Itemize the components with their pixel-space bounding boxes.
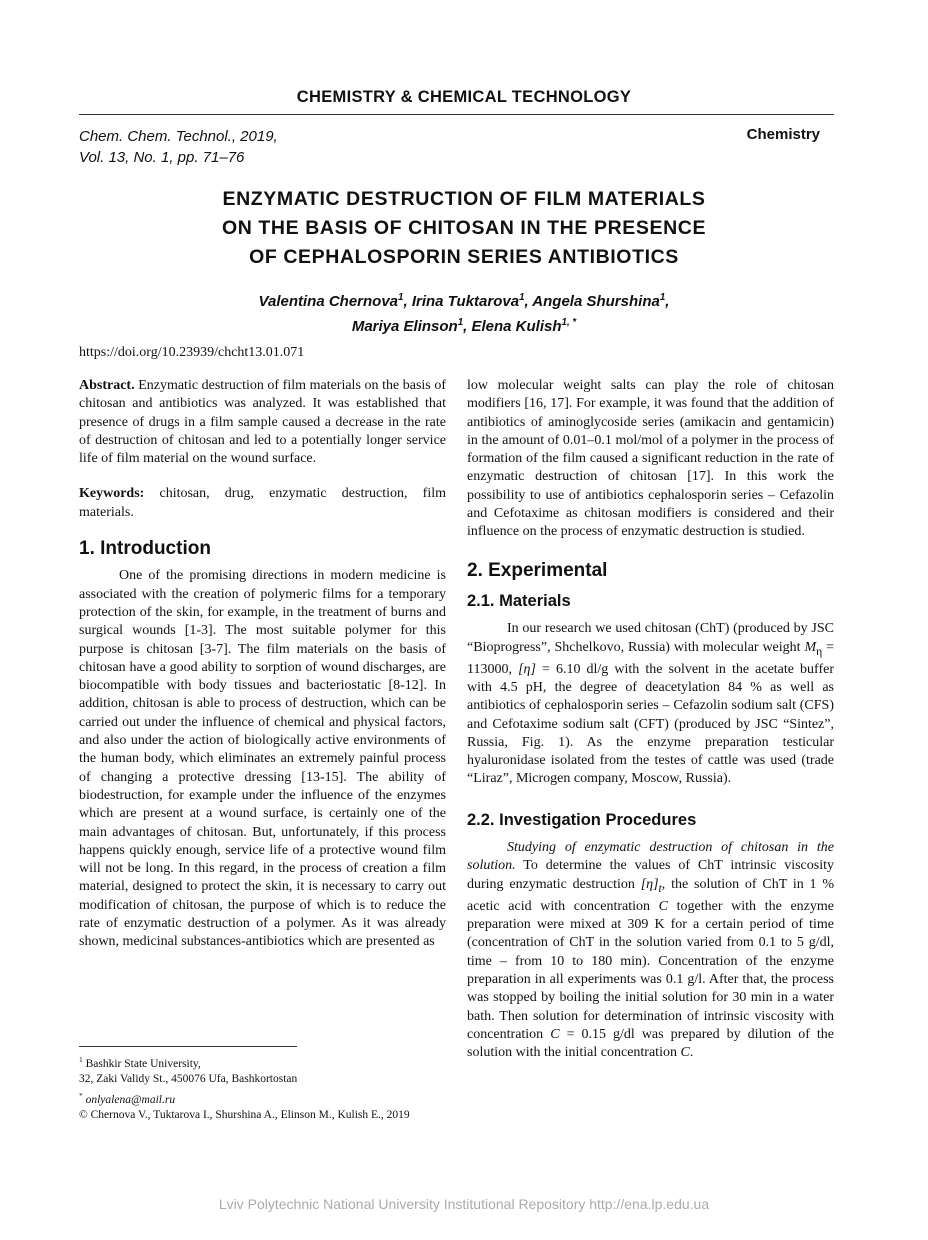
copyright: © Chernova V., Tuktarova I., Shurshina A., Elinson M., Kulish E., 2019 bbox=[79, 1109, 410, 1122]
author: Elena Kulish bbox=[471, 318, 562, 335]
author: Irina Tuktarova bbox=[411, 293, 520, 310]
address: 32, Zaki Validy St., 450076 Ufa, Bashkortostan bbox=[79, 1073, 298, 1086]
materials-paragraph bbox=[467, 620, 834, 788]
affiliation-mark: 1 bbox=[398, 292, 404, 303]
intro-paragraph: One of the promising directions in modern medicine is associated with the creation of polymeric films for a temporary protection of the skin, for example, in the treatment of burns and surgical wounds [1-3]. The most suitable polymer for this purpose is chitosan [3-7]. The film materials on the basis of chitosan have a good ability to sorption of wound discharges, are biocompatible with body tissues and bacteriostatic [8-12]. In addition, chitosan is able to process of destruction, which can be carried out under the influence of chemical and physical factors, and also under the action of biologically active environments of the human body, which eliminates an extremely painful process of changing a protective dressing [13-15]. The ability of biodestruction, for example under the influence of the enzymes which are present at a wound surface, is certainly one of the main advantages of chitosan. But, unfortunately, if this process happens quickly enough, service life of a protective wound film will not be long. In this regard, in the process of creation a film material, designed to protect the skin, it is necessary to carry out modification of chitosan, the purpose of which is to reduce the rate of enzymatic destruction of a polymer. As it was already shown, medicinal substances-antibiotics which are presented as bbox=[79, 568, 446, 950]
repository-footer: Lviv Polytechnic National University Institutional Repository http://ena.lp.edu.ua bbox=[218, 1196, 710, 1212]
title-line: ON THE BASIS OF CHITOSAN IN THE PRESENCE bbox=[221, 217, 707, 239]
doi-link[interactable]: https://doi.org/10.23939/chcht13.01.071 bbox=[79, 345, 305, 360]
footnote-mark: * bbox=[79, 1090, 83, 1100]
symbol: C bbox=[680, 1045, 690, 1061]
citation-line: Vol. 13, No. 1, pp. 71–76 bbox=[79, 149, 245, 166]
title-line: OF CEPHALOSPORIN SERIES ANTIBIOTICS bbox=[249, 246, 679, 268]
citation bbox=[79, 126, 278, 168]
symbol: C bbox=[550, 1026, 560, 1042]
text: together with the enzyme preparation were mixed at 309 K for a certain period of time (concentration of ChT in the solution varied from 0.1 to 5 g/dl, time – from 10 to 180 min). Concentration of the enzyme preparation in all experiments was 0.1 g/l. After that, the process was stopped by boiling the initial solution for 30 min in a water bath. Then solution for determination of intrinsic viscosity with concentration bbox=[467, 898, 834, 1042]
keywords bbox=[79, 485, 446, 522]
section-heading: 1. Introduction bbox=[79, 538, 211, 560]
abstract-text: Enzymatic destruction of film materials on the basis of chitosan and antibiotics was analyzed. It was established that presence of drugs in a film sample caused a decrease in the rate of destruction of chitosan and led to a potentially longer service life of film material on the wound surface. bbox=[79, 378, 446, 467]
symbol: η bbox=[816, 644, 823, 658]
text: = 0.15 g/dl was prepared by dilution of the solution with the initial concentration bbox=[467, 1026, 834, 1061]
separator: , bbox=[665, 293, 670, 310]
abstract bbox=[79, 377, 446, 468]
header-rule bbox=[79, 114, 834, 115]
subsection-heading: 2.1. Materials bbox=[467, 591, 571, 610]
author: Mariya Elinson bbox=[351, 318, 458, 335]
affiliation: Bashkir State University, bbox=[85, 1057, 201, 1070]
right-column bbox=[467, 377, 834, 1062]
footnote bbox=[79, 1052, 410, 1124]
text: Studying of enzymatic destruction of chitosan in the solution. bbox=[467, 840, 834, 874]
footnote-mark: 1 bbox=[79, 1055, 83, 1064]
separator: , bbox=[403, 293, 412, 310]
text: = 113000, bbox=[467, 639, 834, 677]
title-line: ENZYMATIC DESTRUCTION OF FILM MATERIALS bbox=[222, 188, 706, 210]
symbol: [η] bbox=[640, 876, 659, 892]
paper-title bbox=[0, 185, 928, 272]
separator: , bbox=[524, 293, 533, 310]
procedures-paragraph bbox=[467, 839, 834, 1062]
authors bbox=[0, 287, 928, 337]
text: = 6.10 dl/g with the solvent in the acetate buffer with 4.5 pH, the degree of deacetylation 84 % as well as antibiotics of cephalosporin series – Cefazolin sodium salt (CFS) and Cefotaxime sodium salt (CFT) (produced by JSC “Sintez”, Russia, Fig. 1). As the enzyme preparation testicular hyaluronidase isolated from the testes of cattle was used (trade “Liraz”, Microgen company, Moscow, Russia). bbox=[467, 661, 835, 787]
section-heading: 2. Experimental bbox=[467, 559, 608, 581]
subsection-heading: 2.2. Investigation Procedures bbox=[467, 810, 697, 829]
abstract-label: Abstract. bbox=[79, 378, 135, 393]
author: Valentina Chernova bbox=[258, 293, 399, 310]
text: To determine the values of ChT intrinsic viscosity during enzymatic destruction bbox=[467, 858, 834, 892]
keywords-label: Keywords: bbox=[79, 486, 145, 502]
intro-paragraph-continued: low molecular weight salts can play the role of chitosan modifiers [16, 17]. For example, it was found that the addition of antibiotics of aminoglycoside series (amikacin and gentamicin) in the amount of 0.01–0.1 mol/mol of a polymer in the process of formation of the film caused a significant reduction in the rate of enzymatic destruction of chitosan [17]. In this work the possibility to use of antibiotics cephalosporin series – Cefazolin and Cefotaxime as chitosan modifiers is considered and their influence on the process of enzymatic destruction is studied. bbox=[467, 378, 834, 540]
affiliation-mark: 1, * bbox=[561, 317, 577, 328]
section-tag: Chemistry bbox=[746, 126, 820, 143]
footnote-rule bbox=[79, 1046, 297, 1047]
left-column bbox=[79, 377, 446, 952]
citation-line: Chem. Chem. Technol., 2019, bbox=[79, 128, 278, 145]
separator: , bbox=[463, 318, 472, 335]
text: . bbox=[689, 1045, 694, 1061]
text: In our research we used chitosan (ChT) (produced by JSC “Bioprogress”, Shchelkovo, Russia) with molecular weight bbox=[467, 621, 834, 655]
affiliation-mark: 1 bbox=[457, 317, 464, 328]
affiliation-mark: 1 bbox=[519, 292, 525, 303]
text: , the solution of ChT in 1 % acetic acid with concentration bbox=[467, 876, 834, 914]
symbol: C bbox=[658, 898, 668, 914]
symbol: t bbox=[658, 881, 662, 895]
keywords-text: chitosan, drug, enzymatic destruction, film materials. bbox=[79, 486, 446, 520]
affiliation-mark: 1 bbox=[659, 292, 666, 303]
email-link[interactable]: onlyalena@mail.ru bbox=[85, 1093, 176, 1106]
author: Angela Shurshina bbox=[532, 293, 660, 310]
symbol: [η] bbox=[518, 661, 536, 677]
symbol: M bbox=[804, 639, 817, 655]
journal-header: CHEMISTRY & CHEMICAL TECHNOLOGY bbox=[296, 88, 632, 106]
